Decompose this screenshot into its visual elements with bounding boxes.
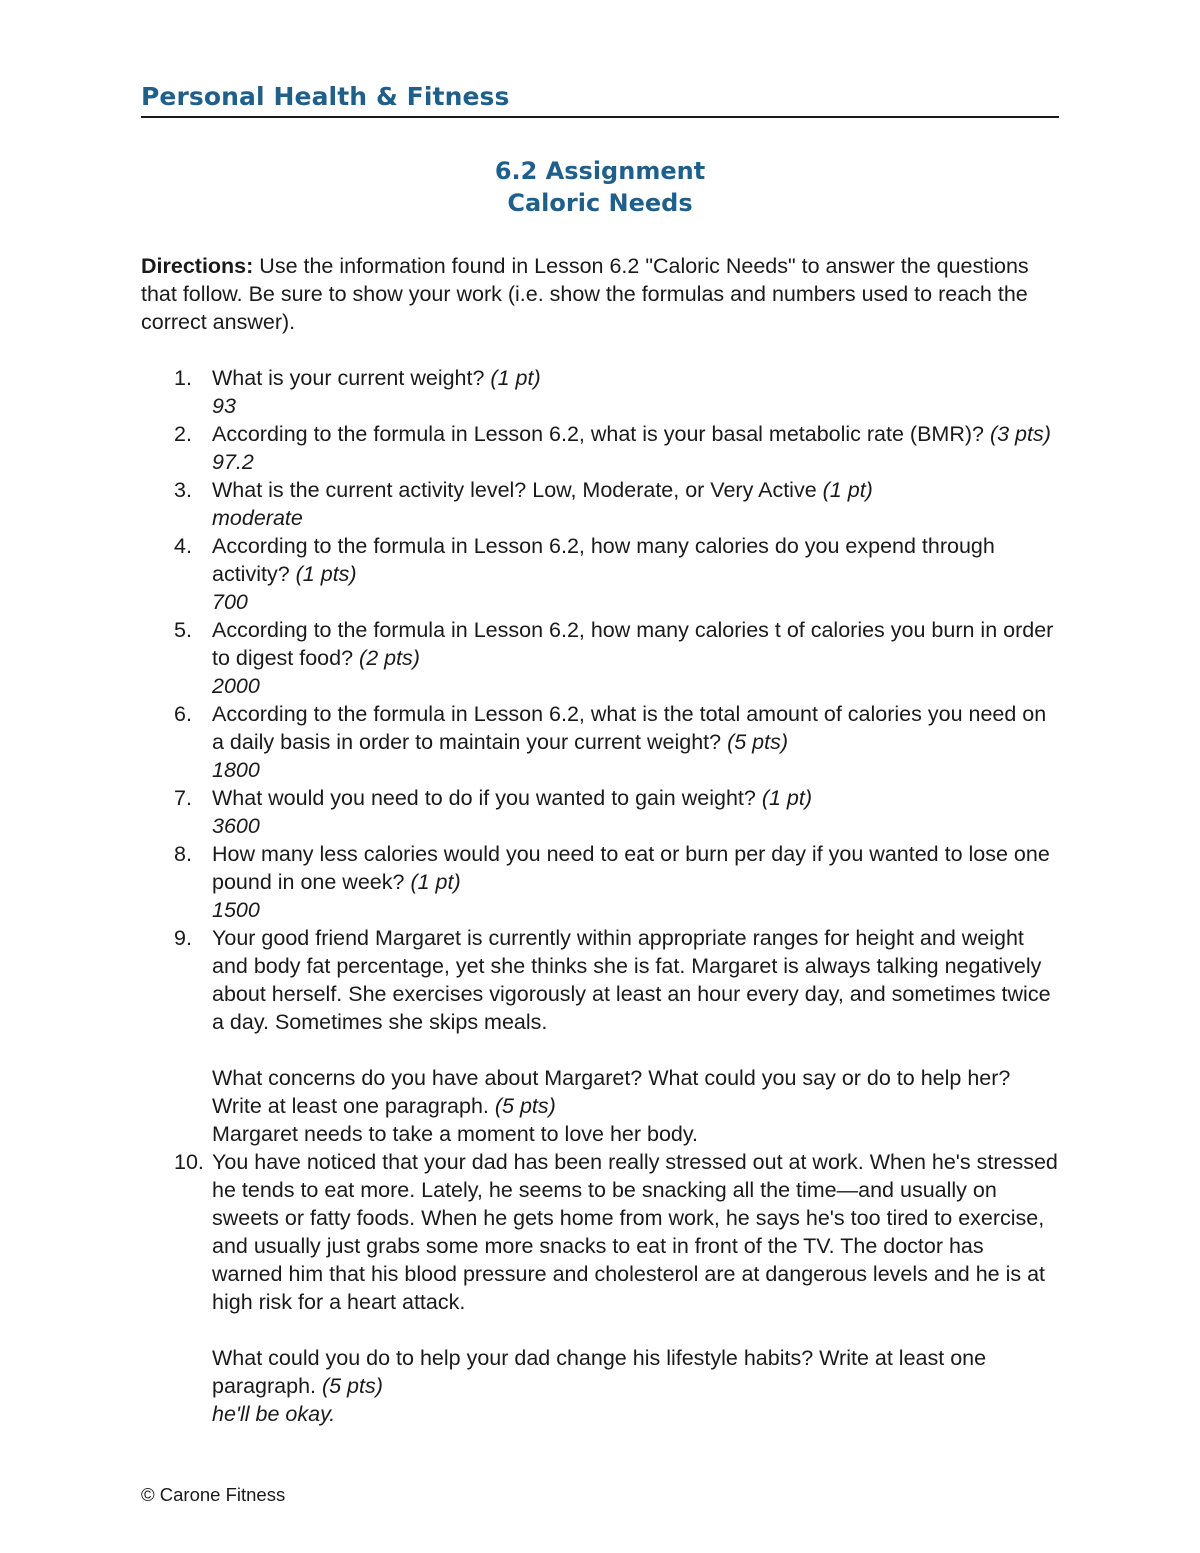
question-item-4 (141, 532, 1059, 616)
question-item-10 (141, 1148, 1059, 1428)
question-text: According to the formula in Lesson 6.2, how many calories do you expend through activity? (212, 534, 995, 586)
question-text: What concerns do you have about Margaret? What could you say or do to help her? Write at least one paragraph. (212, 1066, 1011, 1118)
question-item-6 (141, 700, 1059, 784)
question-item-8 (141, 840, 1059, 924)
question-points: (3 pts) (989, 422, 1051, 446)
paragraph-gap (212, 1036, 1059, 1064)
paragraph-gap (212, 1316, 1059, 1344)
directions-label: Directions: (141, 254, 254, 278)
question-item-3 (141, 476, 1059, 532)
question-number: 3. (174, 478, 192, 502)
question-number: 7. (174, 786, 192, 810)
question-number: 6. (174, 702, 192, 726)
question-number: 5. (174, 618, 192, 642)
answer-text: 1500 (212, 898, 260, 922)
directions (141, 252, 1059, 336)
answer-text: he'll be okay. (212, 1402, 336, 1426)
page-footer (141, 1483, 285, 1507)
question-item-7 (141, 784, 1059, 840)
question-text: According to the formula in Lesson 6.2, what is your basal metabolic rate (BMR)? (212, 422, 990, 446)
question-text: According to the formula in Lesson 6.2, how many calories t of calories you burn in order to digest food? (212, 618, 1054, 670)
question-text: What is the current activity level? Low, Moderate, or Very Active (212, 478, 823, 502)
question-scenario: You have noticed that your dad has been really stressed out at work. When he's stressed he tends to eat more. Lately, he seems to be snacking all the time—and usually on sweets or fatty foods. When he gets home from work, he says he's too tired to exercise, and usually just grabs some more snacks to eat in front of the TV. The doctor has warned him that his blood pressure and cholesterol are at dangerous levels and he is at high risk for a heart attack. (212, 1150, 1058, 1314)
answer-text: 2000 (212, 674, 260, 698)
question-text: What would you need to do if you wanted to gain weight? (212, 786, 762, 810)
question-text: According to the formula in Lesson 6.2, what is the total amount of calories you need on a daily basis in order to maintain your current weight? (212, 702, 1047, 754)
answer-text: Margaret needs to take a moment to love her body. (212, 1122, 699, 1146)
question-points: (1 pts) (295, 562, 357, 586)
question-number: 4. (174, 534, 192, 558)
document-body (141, 252, 1059, 1428)
question-list (141, 364, 1059, 1428)
question-points: (5 pts) (727, 730, 789, 754)
answer-text: moderate (212, 506, 303, 530)
question-item-2 (141, 420, 1059, 476)
topic-title: Caloric Needs (507, 189, 693, 217)
answer-text: 93 (212, 394, 236, 418)
question-item-1 (141, 364, 1059, 420)
question-item-9 (141, 924, 1059, 1148)
directions-text: Use the information found in Lesson 6.2 "Caloric Needs" to answer the questions that follow. Be sure to show your work (i.e. show the formulas and numbers used to reach the correct answer). (141, 254, 1029, 334)
question-points: (1 pt) (761, 786, 812, 810)
assignment-title: 6.2 Assignment (494, 157, 706, 185)
answer-text: 1800 (212, 758, 260, 782)
question-points: (2 pts) (359, 646, 420, 670)
question-points: (1 pt) (822, 478, 873, 502)
question-item-5 (141, 616, 1059, 700)
question-number: 1. (174, 366, 192, 390)
question-text: What is your current weight? (212, 366, 491, 390)
answer-text: 700 (212, 590, 248, 614)
question-points: (1 pt) (490, 366, 541, 390)
directions-paragraph (141, 252, 1059, 336)
assignment-titles (141, 155, 1059, 219)
question-scenario: Your good friend Margaret is currently within appropriate ranges for height and weight and body fat percentage, yet she thinks she is fat. Margaret is always talking negatively about herself. She exercises vigorously at least an hour every day, and sometimes twice a day. Sometimes she skips meals. (212, 926, 1051, 1034)
question-text: How many less calories would you need to eat or burn per day if you wanted to lose one pound in one week? (212, 842, 1050, 894)
question-number: 9. (174, 926, 192, 950)
question-points: (5 pts) (321, 1374, 383, 1398)
question-number: 2. (174, 422, 192, 446)
answer-text: 3600 (212, 814, 260, 838)
question-text: What could you do to help your dad change his lifestyle habits? Write at least one paragraph. (212, 1346, 987, 1398)
question-points: (1 pt) (410, 870, 461, 894)
question-points: (5 pts) (494, 1094, 556, 1118)
page-header (141, 80, 1059, 118)
course-title: Personal Health & Fitness (141, 82, 510, 111)
answer-text: 97.2 (212, 450, 254, 474)
question-number: 10. (174, 1150, 204, 1174)
question-number: 8. (174, 842, 192, 866)
copyright-text: © Carone Fitness (141, 1484, 286, 1505)
